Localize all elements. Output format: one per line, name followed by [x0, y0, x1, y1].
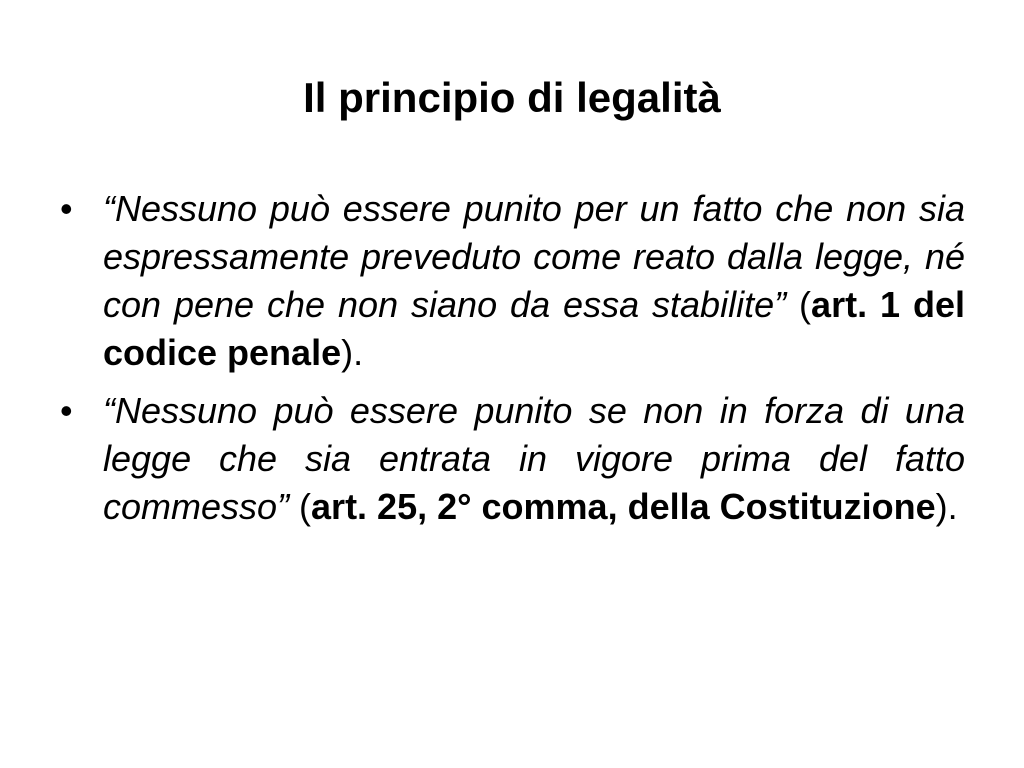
- bullet-symbol: •: [60, 188, 73, 229]
- slide-title: Il principio di legalità: [303, 74, 721, 121]
- bullet-quote: “Nessuno può essere punito se non in forza di una legge che sia entrata in vigore prima del fatto commesso”: [103, 390, 965, 527]
- bullet-quote: “Nessuno può essere punito per un fatto che non sia espressamente preveduto come reato dalla legge, né con pene che non siano da essa stabilite”: [103, 188, 965, 325]
- bullet-symbol: •: [60, 390, 73, 431]
- paren-close: ).: [341, 332, 364, 373]
- paren-close: ).: [935, 486, 958, 527]
- paren-open: (: [289, 486, 312, 527]
- bullet-item: [60, 387, 965, 531]
- legal-reference: art. 25, 2° comma, della Costituzione: [311, 486, 936, 527]
- legal-reference: art. 1 del codice penale: [103, 284, 966, 373]
- bullet-list: [60, 185, 965, 541]
- paren-open: (: [786, 284, 812, 325]
- bullet-item: [60, 185, 965, 377]
